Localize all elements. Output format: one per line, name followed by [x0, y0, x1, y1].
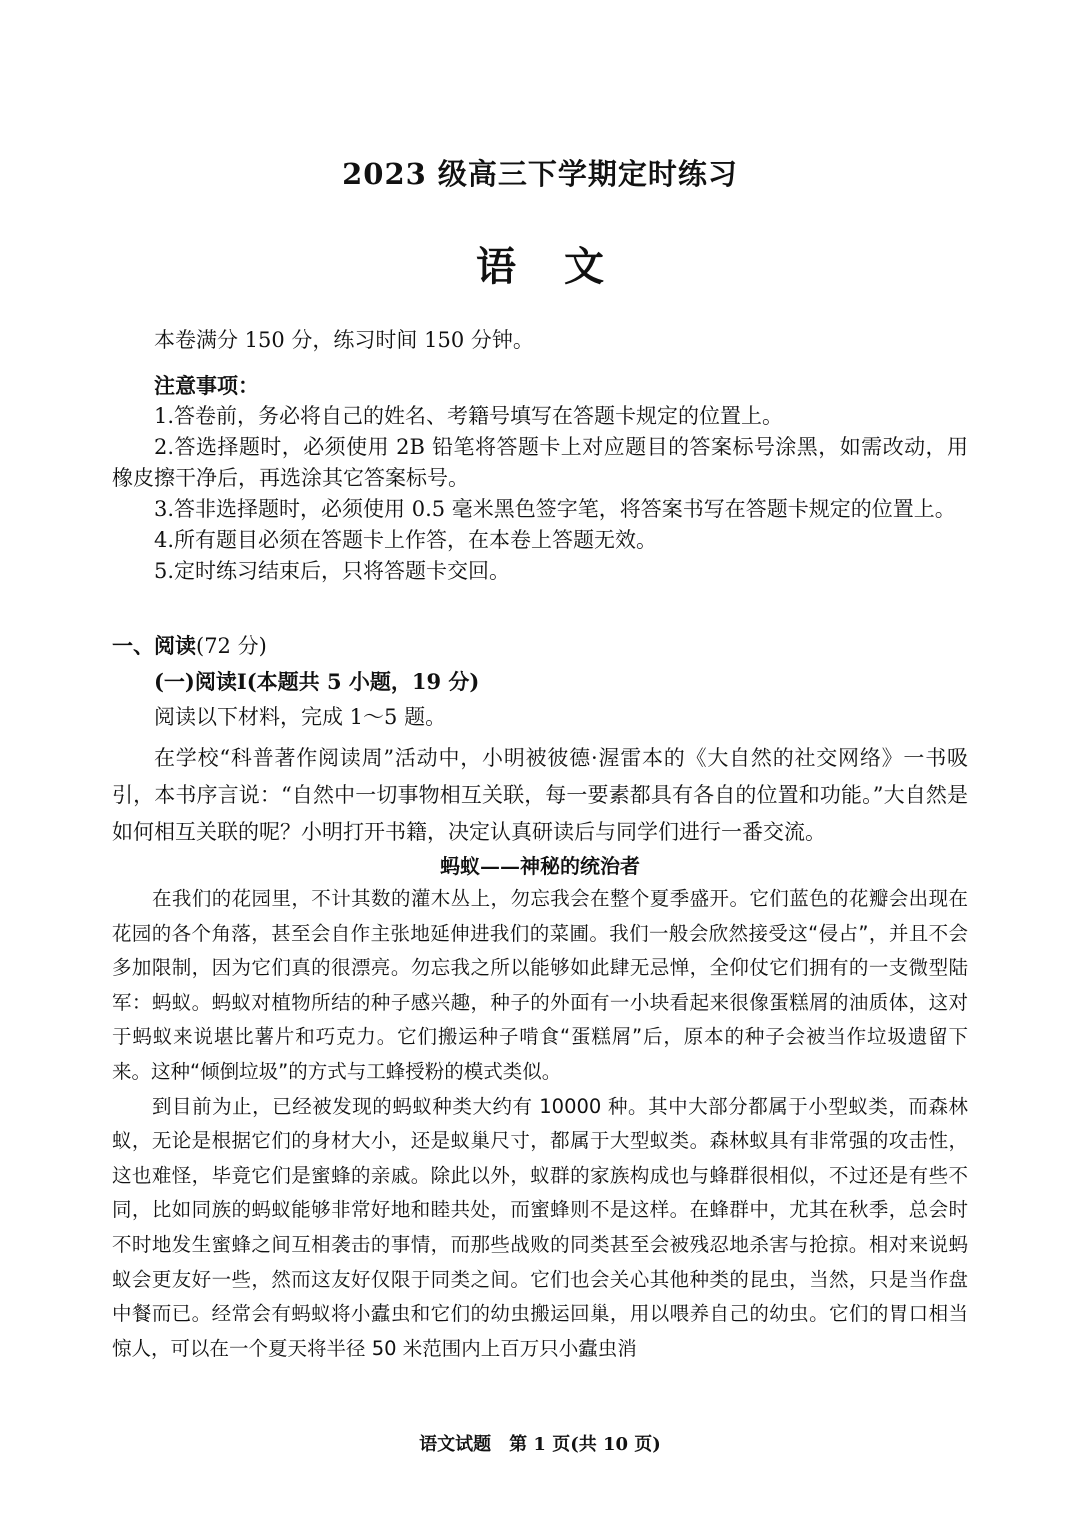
section-label: 一、阅读 [112, 633, 196, 658]
article-paragraph: 到目前为止，已经被发现的蚂蚁种类大约有 10000 种。其中大部分都属于小型蚁类，而森林蚁，无论是根据它们的身材大小，还是蚁巢尺寸，都属于大型蚁类。森林蚁具有非常强的攻击性，这也难怪，毕竟它们是蜜蜂的亲戚。除此以外，蚁群的家族构成也与蜂群很相似，不过还是有些不同，比如同族的蚂蚁能够非常好地和睦共处，而蜜蜂则不是这样。在蜂群中，尤其在秋季，总会时不时地发生蜜蜂之间互相袭击的事情，而那些战败的同类甚至会被残忍地杀害与抢掠。相对来说蚂蚁会更友好一些，然而这友好仅限于同类之间。它们也会关心其他种类的昆虫，当然，只是当作盘中餐而已。经常会有蚂蚁将小蠹虫和它们的幼虫搬运回巢，用以喂养自己的幼虫。它们的胃口相当惊人，可以在一个夏天将半径 50 米范围内上百万只小蠹虫消 [112, 1094, 968, 1360]
section-heading [112, 630, 267, 660]
section-score: (72 分) [196, 634, 267, 658]
page-footer: 语文试题 第 1 页(共 10 页) [419, 1434, 661, 1455]
instruction-block [112, 702, 968, 733]
note-item: 4.所有题目必须在答题卡上作答，在本卷上答题无效。 [154, 528, 658, 552]
exam-intro: 本卷满分 150 分，练习时间 150 分钟。 [154, 328, 534, 352]
subsection-heading: (一)阅读Ⅰ(本题共 5 小题，19 分) [154, 669, 480, 694]
article-title: 蚂蚁——神秘的统治者 [440, 854, 640, 878]
instruction-text: 阅读以下材料，完成 1～5 题。 [154, 705, 447, 729]
note-item: 2.答选择题时，必须使用 2B 铅笔将答题卡上对应题目的答案标号涂黑，如需改动，用橡皮擦干净后，再选涂其它答案标号。 [112, 435, 968, 490]
note-item: 3.答非选择题时，必须使用 0.5 毫米黑色签字笔，将答案书写在答题卡规定的位置上。 [154, 497, 956, 521]
article-paragraph: 在我们的花园里，不计其数的灌木丛上，勿忘我会在整个夏季盛开。它们蓝色的花瓣会出现在花园的各个角落，甚至会自作主张地延伸进我们的菜圃。我们一般会欣然接受这“侵占”，并且不会多加限制，因为它们真的很漂亮。勿忘我之所以能够如此肆无忌惮，全仰仗它们拥有的一支微型陆军：蚂蚁。蚂蚁对植物所结的种子感兴趣，种子的外面有一小块看起来很像蛋糕屑的油质体，这对于蚂蚁来说堪比薯片和巧克力。它们搬运种子啃食“蛋糕屑”后，原本的种子会被当作垃圾遗留下来。这种“倾倒垃圾”的方式与工蜂授粉的模式类似。 [112, 887, 968, 1083]
exam-title: 2023 级高三下学期定时练习 [342, 157, 738, 191]
article-body [112, 882, 968, 1366]
passage-intro-block [112, 740, 968, 851]
subject-title: 语文 [476, 243, 652, 290]
notes-section [112, 370, 968, 587]
note-item: 1.答卷前，务必将自己的姓名、考籍号填写在答题卡规定的位置上。 [154, 404, 784, 428]
note-item: 5.定时练习结束后，只将答题卡交回。 [154, 559, 511, 583]
notes-heading: 注意事项： [154, 373, 259, 398]
passage-intro-text: 在学校“科普著作阅读周”活动中，小明被彼德·渥雷本的《大自然的社交网络》一书吸引，本书序言说：“自然中一切事物相互关联，每一要素都具有各自的位置和功能。”大自然是如何相互关联的呢？小明打开书籍，决定认真研读后与同学们进行一番交流。 [112, 746, 968, 844]
